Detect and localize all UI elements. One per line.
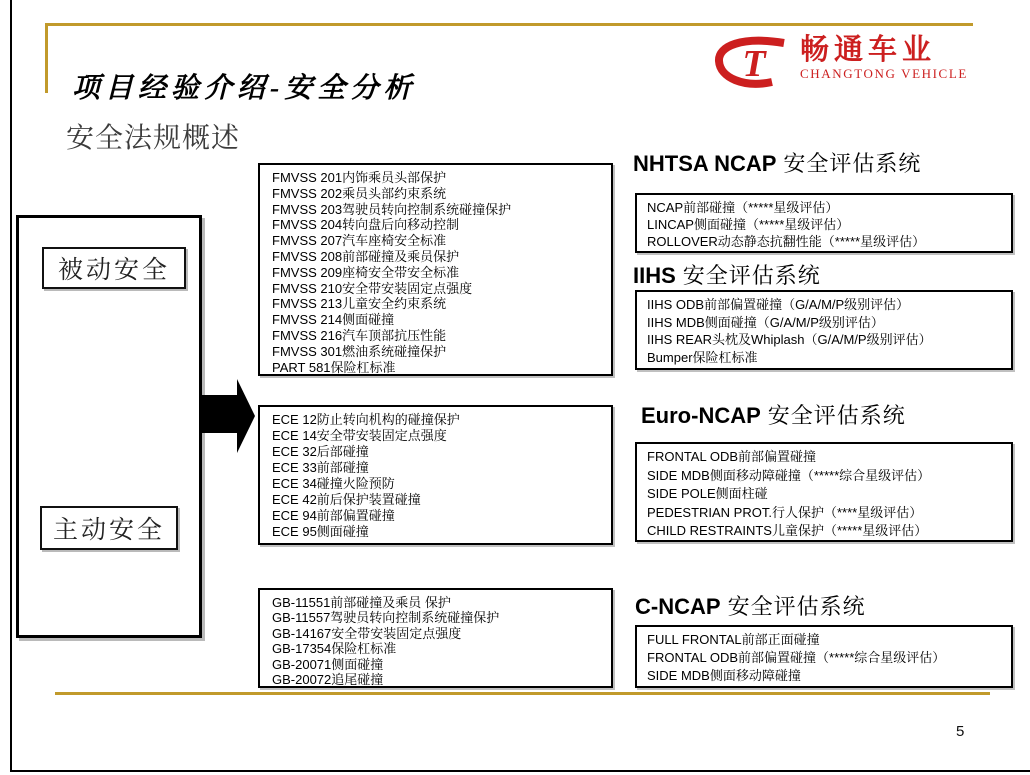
regulation-item: GB-20071侧面碰撞	[272, 656, 384, 672]
fmvss-regulations-box	[258, 163, 613, 376]
active-safety-label: 主动安全	[52, 517, 165, 544]
c-ncap-heading-en: C-NCAP	[635, 594, 721, 619]
rating-item: Bumper保险杠标准	[647, 349, 758, 365]
page-title: 项目经验介绍-安全分析	[72, 73, 417, 104]
rating-item: SIDE MDB侧面移动障碰撞	[647, 668, 801, 683]
passive-safety-label: 被动安全	[57, 257, 170, 284]
regulation-item: FMVSS 214侧面碰撞	[272, 312, 395, 328]
regulation-item: FMVSS 204转向盘后向移动控制	[272, 217, 460, 233]
rating-item: SIDE POLE侧面柱碰	[647, 486, 768, 501]
c-ncap-heading	[635, 590, 866, 621]
regulation-item: ECE 12防止转向机构的碰撞保护	[272, 412, 460, 427]
rating-item: IIHS MDB侧面碰撞（G/A/M/P级别评估）	[647, 314, 884, 330]
regulation-item: GB-11557驾驶员转向控制系统碰撞保护	[272, 610, 500, 626]
nhtsa-ncap-heading-en: NHTSA NCAP	[633, 151, 777, 176]
regulation-item: FMVSS 208前部碰撞及乘员保护	[272, 248, 460, 264]
rating-item: PEDESTRIAN PROT.行人保护（****星级评估）	[647, 504, 923, 520]
euro-ncap-heading-cn: 安全评估系统	[767, 403, 906, 428]
rating-item: FRONTAL ODB前部偏置碰撞（*****综合星级评估）	[647, 650, 946, 665]
nhtsa-ncap-box	[635, 193, 1013, 253]
rating-item: LINCAP侧面碰撞（*****星级评估）	[647, 217, 850, 232]
regulation-item: GB-11551前部碰撞及乘员 保护	[272, 595, 451, 610]
regulation-item: FMVSS 210安全带安装固定点强度	[272, 280, 473, 296]
regulation-item: FMVSS 207汽车座椅安全标准	[272, 233, 447, 249]
regulation-item: GB-20072追尾碰撞	[272, 672, 384, 688]
rating-item: SIDE MDB侧面移动障碰撞（*****综合星级评估）	[647, 467, 931, 483]
regulation-item: PART 581保险杠标准	[272, 359, 396, 375]
regulation-item: FMVSS 201内饰乘员头部保护	[272, 170, 447, 185]
regulation-item: ECE 34碰撞火险预防	[272, 476, 395, 491]
nhtsa-ncap-heading-cn: 安全评估系统	[783, 151, 922, 176]
rating-item: NCAP前部碰撞（*****星级评估）	[647, 200, 839, 215]
c-ncap-heading-cn: 安全评估系统	[727, 594, 866, 619]
company-logo	[712, 34, 968, 90]
gb-regulations-box	[258, 588, 613, 688]
rating-item: IIHS REAR头枕及Whiplash（G/A/M/P级别评估）	[647, 332, 932, 348]
logo-name-en: CHANGTONG VEHICLE	[800, 66, 968, 81]
svg-text:T: T	[742, 43, 766, 85]
regulation-item: ECE 14安全带安装固定点强度	[272, 428, 447, 443]
rating-item: FRONTAL ODB前部偏置碰撞	[647, 449, 817, 464]
gold-top-rule	[45, 23, 973, 26]
page-subtitle: 安全法规概述	[66, 123, 241, 154]
iihs-heading-en: IIHS	[633, 263, 676, 288]
logo-ct-icon	[712, 34, 792, 90]
flow-arrow-head	[237, 379, 255, 453]
euro-ncap-box	[635, 442, 1013, 542]
c-ncap-box	[635, 625, 1013, 688]
slide-border-left	[10, 0, 12, 772]
iihs-heading-cn: 安全评估系统	[682, 263, 821, 288]
regulation-item: FMVSS 209座椅安全带安全标准	[272, 264, 460, 280]
regulation-item: GB-17354保险杠标准	[272, 641, 397, 657]
regulation-item: GB-14167安全带安装固定点强度	[272, 625, 462, 641]
gold-corner-rule	[45, 23, 48, 93]
regulation-item: ECE 94前部偏置碰撞	[272, 508, 395, 523]
euro-ncap-heading	[641, 399, 906, 430]
slide-border-bottom	[10, 770, 1030, 772]
gold-bottom-rule	[55, 692, 990, 695]
regulation-item: ECE 32后部碰撞	[272, 444, 369, 459]
rating-item: FULL FRONTAL前部正面碰撞	[647, 632, 820, 647]
flow-arrow-shaft	[201, 395, 237, 433]
rating-item: IIHS ODB前部偏置碰撞（G/A/M/P级别评估）	[647, 297, 910, 312]
active-safety-box	[40, 506, 178, 550]
page-number: 5	[956, 723, 965, 740]
nhtsa-ncap-heading	[633, 147, 921, 178]
passive-safety-box	[42, 247, 186, 289]
iihs-box	[635, 290, 1013, 370]
regulation-item: FMVSS 301燃油系统碰撞保护	[272, 343, 447, 359]
rating-item: ROLLOVER动态静态抗翻性能（*****星级评估）	[647, 234, 926, 249]
ece-regulations-box	[258, 405, 613, 545]
rating-item: CHILD RESTRAINTS儿童保护（*****星级评估）	[647, 523, 928, 538]
euro-ncap-heading-en: Euro-NCAP	[641, 403, 761, 428]
regulation-item: ECE 33前部碰撞	[272, 460, 369, 475]
regulation-item: FMVSS 203驾驶员转向控制系统碰撞保护	[272, 201, 512, 217]
regulation-item: FMVSS 213儿童安全约束系统	[272, 296, 447, 312]
regulation-item: ECE 42前后保护装置碰撞	[272, 492, 421, 507]
iihs-heading	[633, 259, 821, 290]
logo-text	[800, 34, 968, 82]
regulation-item: ECE 95侧面碰撞	[272, 524, 369, 539]
logo-name-cn: 畅通车业	[800, 34, 937, 66]
regulation-item: FMVSS 202乘员头部约束系统	[272, 185, 447, 201]
regulation-item: FMVSS 216汽车顶部抗压性能	[272, 327, 447, 343]
